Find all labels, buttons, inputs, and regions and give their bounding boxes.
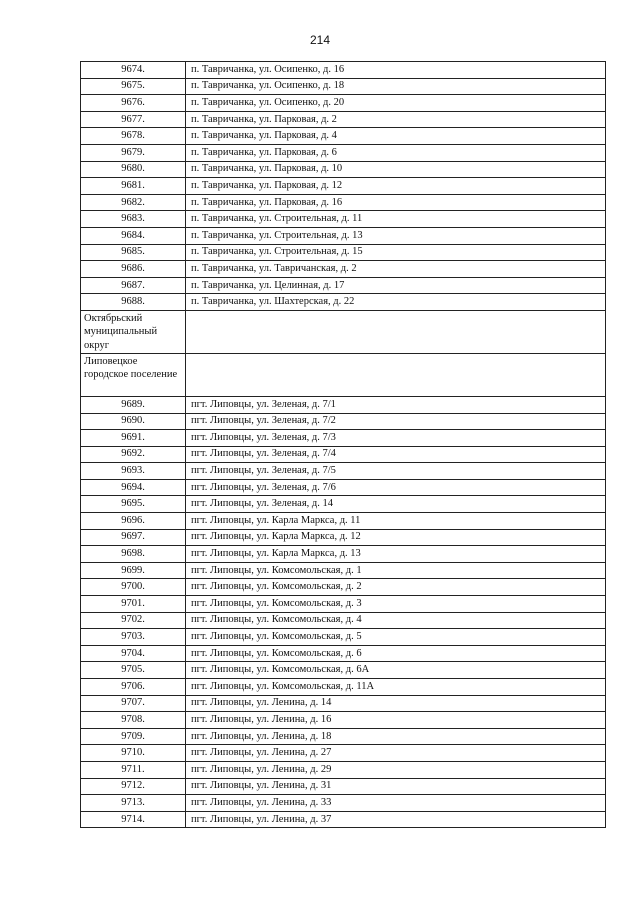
row-number: 9695. bbox=[81, 496, 186, 513]
row-address: пгт. Липовцы, ул. Зеленая, д. 7/5 bbox=[186, 463, 606, 480]
row-number: 9691. bbox=[81, 430, 186, 447]
row-address: пгт. Липовцы, ул. Комсомольская, д. 3 bbox=[186, 596, 606, 613]
row-number: 9697. bbox=[81, 529, 186, 546]
row-number: 9688. bbox=[81, 294, 186, 311]
group-heading: Липовецкое городское поселение bbox=[81, 353, 186, 396]
row-address: п. Тавричанка, ул. Строительная, д. 15 bbox=[186, 244, 606, 261]
group-heading: Октябрьский муниципальный округ bbox=[81, 310, 186, 353]
row-address: пгт. Липовцы, ул. Ленина, д. 33 bbox=[186, 795, 606, 812]
table-row bbox=[81, 78, 606, 95]
table-row bbox=[81, 227, 606, 244]
table-row bbox=[81, 294, 606, 311]
table-row bbox=[81, 562, 606, 579]
row-number: 9710. bbox=[81, 745, 186, 762]
row-address: п. Тавричанка, ул. Парковая, д. 4 bbox=[186, 128, 606, 145]
row-address: п. Тавричанка, ул. Осипенко, д. 20 bbox=[186, 95, 606, 112]
table-row bbox=[81, 463, 606, 480]
row-address: п. Тавричанка, ул. Парковая, д. 12 bbox=[186, 178, 606, 195]
row-address: пгт. Липовцы, ул. Ленина, д. 29 bbox=[186, 761, 606, 778]
page-number: 214 bbox=[309, 33, 331, 47]
table-row bbox=[81, 629, 606, 646]
row-number: 9700. bbox=[81, 579, 186, 596]
row-number: 9707. bbox=[81, 695, 186, 712]
row-address: пгт. Липовцы, ул. Ленина, д. 14 bbox=[186, 695, 606, 712]
table-row bbox=[81, 745, 606, 762]
table-row bbox=[81, 795, 606, 812]
row-address: пгт. Липовцы, ул. Карла Маркса, д. 11 bbox=[186, 513, 606, 530]
row-number: 9675. bbox=[81, 78, 186, 95]
table-row bbox=[81, 761, 606, 778]
row-address: пгт. Липовцы, ул. Комсомольская, д. 11А bbox=[186, 679, 606, 696]
row-number: 9703. bbox=[81, 629, 186, 646]
row-address: пгт. Липовцы, ул. Карла Маркса, д. 13 bbox=[186, 546, 606, 563]
row-address: п. Тавричанка, ул. Шахтерская, д. 22 bbox=[186, 294, 606, 311]
row-address: пгт. Липовцы, ул. Зеленая, д. 7/6 bbox=[186, 479, 606, 496]
row-address: п. Тавричанка, ул. Тавричанская, д. 2 bbox=[186, 261, 606, 278]
address-table bbox=[80, 61, 606, 828]
row-address: пгт. Липовцы, ул. Ленина, д. 31 bbox=[186, 778, 606, 795]
table-row bbox=[81, 396, 606, 413]
table-row bbox=[81, 778, 606, 795]
table-row bbox=[81, 662, 606, 679]
table-row bbox=[81, 513, 606, 530]
table-row bbox=[81, 446, 606, 463]
row-address: п. Тавричанка, ул. Парковая, д. 16 bbox=[186, 194, 606, 211]
row-number: 9689. bbox=[81, 396, 186, 413]
row-number: 9702. bbox=[81, 612, 186, 629]
group-empty-cell bbox=[186, 310, 606, 353]
row-address: пгт. Липовцы, ул. Ленина, д. 18 bbox=[186, 728, 606, 745]
table-row bbox=[81, 811, 606, 828]
table-row bbox=[81, 546, 606, 563]
table-row bbox=[81, 244, 606, 261]
table-row bbox=[81, 111, 606, 128]
table-row bbox=[81, 612, 606, 629]
row-number: 9674. bbox=[81, 62, 186, 79]
table-row bbox=[81, 645, 606, 662]
row-number: 9706. bbox=[81, 679, 186, 696]
row-number: 9711. bbox=[81, 761, 186, 778]
row-number: 9677. bbox=[81, 111, 186, 128]
row-number: 9690. bbox=[81, 413, 186, 430]
table-row bbox=[81, 679, 606, 696]
table-row bbox=[81, 695, 606, 712]
row-address: пгт. Липовцы, ул. Карла Маркса, д. 12 bbox=[186, 529, 606, 546]
row-address: пгт. Липовцы, ул. Комсомольская, д. 6 bbox=[186, 645, 606, 662]
row-number: 9696. bbox=[81, 513, 186, 530]
table-row bbox=[81, 529, 606, 546]
table-row bbox=[81, 194, 606, 211]
group-empty-cell bbox=[186, 353, 606, 396]
table-row bbox=[81, 62, 606, 79]
row-number: 9683. bbox=[81, 211, 186, 228]
row-number: 9708. bbox=[81, 712, 186, 729]
row-number: 9709. bbox=[81, 728, 186, 745]
row-address: п. Тавричанка, ул. Строительная, д. 13 bbox=[186, 227, 606, 244]
row-number: 9712. bbox=[81, 778, 186, 795]
row-address: пгт. Липовцы, ул. Ленина, д. 27 bbox=[186, 745, 606, 762]
row-address: пгт. Липовцы, ул. Зеленая, д. 7/1 bbox=[186, 396, 606, 413]
row-address: пгт. Липовцы, ул. Ленина, д. 16 bbox=[186, 712, 606, 729]
row-number: 9704. bbox=[81, 645, 186, 662]
table-row bbox=[81, 178, 606, 195]
address-table-body bbox=[81, 62, 606, 828]
table-row bbox=[81, 211, 606, 228]
row-number: 9682. bbox=[81, 194, 186, 211]
row-address: пгт. Липовцы, ул. Комсомольская, д. 1 bbox=[186, 562, 606, 579]
row-address: пгт. Липовцы, ул. Зеленая, д. 7/4 bbox=[186, 446, 606, 463]
row-address: пгт. Липовцы, ул. Зеленая, д. 7/2 bbox=[186, 413, 606, 430]
row-number: 9676. bbox=[81, 95, 186, 112]
row-number: 9678. bbox=[81, 128, 186, 145]
table-row bbox=[81, 95, 606, 112]
row-number: 9693. bbox=[81, 463, 186, 480]
row-address: п. Тавричанка, ул. Парковая, д. 6 bbox=[186, 144, 606, 161]
row-number: 9684. bbox=[81, 227, 186, 244]
table-row bbox=[81, 430, 606, 447]
table-row bbox=[81, 712, 606, 729]
row-number: 9694. bbox=[81, 479, 186, 496]
row-number: 9713. bbox=[81, 795, 186, 812]
row-address: пгт. Липовцы, ул. Ленина, д. 37 bbox=[186, 811, 606, 828]
table-group-row bbox=[81, 310, 606, 353]
table-row bbox=[81, 277, 606, 294]
row-number: 9679. bbox=[81, 144, 186, 161]
row-number: 9681. bbox=[81, 178, 186, 195]
table-row bbox=[81, 128, 606, 145]
row-number: 9705. bbox=[81, 662, 186, 679]
table-row bbox=[81, 579, 606, 596]
table-row bbox=[81, 144, 606, 161]
row-address: пгт. Липовцы, ул. Зеленая, д. 14 bbox=[186, 496, 606, 513]
table-row bbox=[81, 728, 606, 745]
row-number: 9692. bbox=[81, 446, 186, 463]
row-address: пгт. Липовцы, ул. Зеленая, д. 7/3 bbox=[186, 430, 606, 447]
table-group-row bbox=[81, 353, 606, 396]
row-address: пгт. Липовцы, ул. Комсомольская, д. 5 bbox=[186, 629, 606, 646]
table-row bbox=[81, 596, 606, 613]
row-number: 9698. bbox=[81, 546, 186, 563]
row-address: п. Тавричанка, ул. Осипенко, д. 16 bbox=[186, 62, 606, 79]
table-row bbox=[81, 496, 606, 513]
row-number: 9680. bbox=[81, 161, 186, 178]
row-address: пгт. Липовцы, ул. Комсомольская, д. 6А bbox=[186, 662, 606, 679]
row-address: п. Тавричанка, ул. Осипенко, д. 18 bbox=[186, 78, 606, 95]
row-address: п. Тавричанка, ул. Целинная, д. 17 bbox=[186, 277, 606, 294]
row-number: 9685. bbox=[81, 244, 186, 261]
row-number: 9701. bbox=[81, 596, 186, 613]
row-address: пгт. Липовцы, ул. Комсомольская, д. 2 bbox=[186, 579, 606, 596]
table-row bbox=[81, 479, 606, 496]
table-row bbox=[81, 261, 606, 278]
row-number: 9699. bbox=[81, 562, 186, 579]
row-number: 9686. bbox=[81, 261, 186, 278]
row-address: пгт. Липовцы, ул. Комсомольская, д. 4 bbox=[186, 612, 606, 629]
table-row bbox=[81, 413, 606, 430]
row-number: 9714. bbox=[81, 811, 186, 828]
row-address: п. Тавричанка, ул. Парковая, д. 2 bbox=[186, 111, 606, 128]
row-address: п. Тавричанка, ул. Строительная, д. 11 bbox=[186, 211, 606, 228]
table-row bbox=[81, 161, 606, 178]
row-address: п. Тавричанка, ул. Парковая, д. 10 bbox=[186, 161, 606, 178]
row-number: 9687. bbox=[81, 277, 186, 294]
